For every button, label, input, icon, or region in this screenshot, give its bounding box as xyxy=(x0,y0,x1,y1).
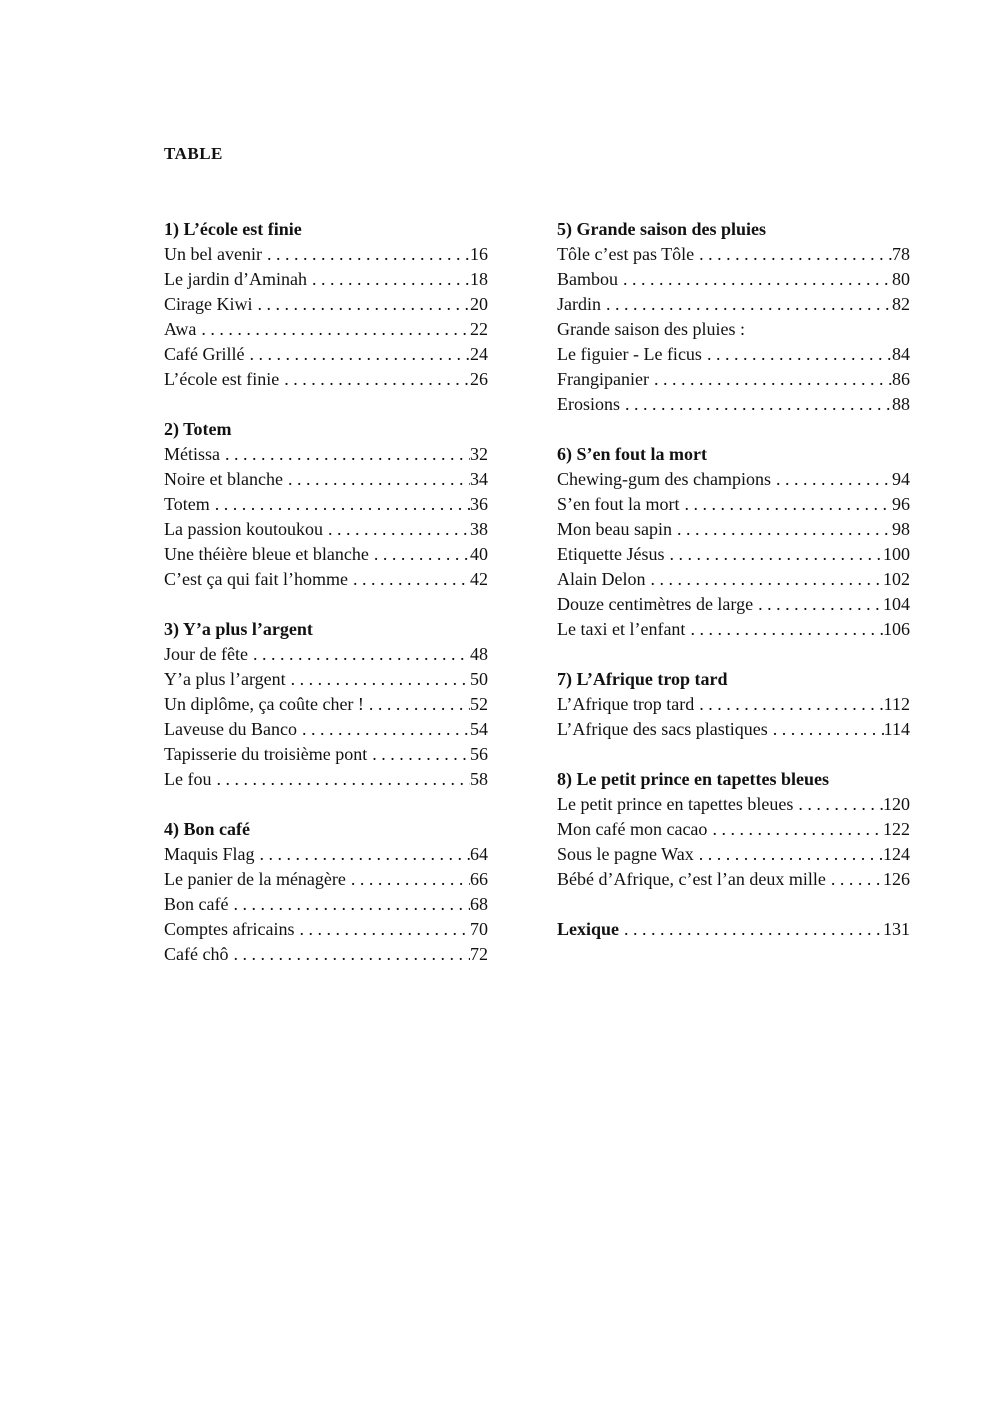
toc-entry[interactable] xyxy=(557,292,910,317)
toc-entry[interactable] xyxy=(557,842,910,867)
toc-entry[interactable] xyxy=(164,467,488,492)
toc-section xyxy=(164,617,488,792)
page-number: 88 xyxy=(892,394,910,414)
toc-entry[interactable] xyxy=(164,292,488,317)
page-number: 58 xyxy=(470,769,488,789)
entry-title: Bébé d’Afrique, c’est l’an deux mille xyxy=(557,869,826,889)
page-number: 54 xyxy=(470,719,488,739)
toc-entry[interactable] xyxy=(164,842,488,867)
toc-entry[interactable] xyxy=(164,567,488,592)
dot-leader xyxy=(367,742,470,767)
toc-entry[interactable] xyxy=(164,667,488,692)
dot-leader xyxy=(771,467,892,492)
toc-section xyxy=(557,217,910,417)
toc-section xyxy=(557,667,910,742)
entry-title: Awa xyxy=(164,319,197,339)
dot-leader xyxy=(244,342,470,367)
page-number: 112 xyxy=(883,694,910,714)
toc-entry[interactable] xyxy=(164,717,488,742)
page-number: 106 xyxy=(883,619,910,639)
dot-leader xyxy=(707,817,883,842)
toc-entry[interactable] xyxy=(557,692,910,717)
toc-entry[interactable] xyxy=(164,767,488,792)
page-number: 36 xyxy=(470,494,488,514)
dot-leader xyxy=(694,842,883,867)
entry-title: La passion koutoukou xyxy=(164,519,323,539)
dot-leader xyxy=(694,242,892,267)
entry-title: Chewing-gum des champions xyxy=(557,469,771,489)
entry-title: Y’a plus l’argent xyxy=(164,669,286,689)
toc-section xyxy=(557,767,910,892)
toc-entry[interactable] xyxy=(164,517,488,542)
entry-title: S’en fout la mort xyxy=(557,494,680,514)
section-title: 7) L’Afrique trop tard xyxy=(557,669,728,689)
toc-entry[interactable] xyxy=(557,392,910,417)
page-number: 72 xyxy=(470,944,488,964)
toc-entry[interactable] xyxy=(557,367,910,392)
dot-leader xyxy=(262,242,470,267)
toc-column-left xyxy=(164,217,488,992)
toc-section xyxy=(164,817,488,967)
entry-title: Lexique xyxy=(557,919,620,939)
dot-leader xyxy=(649,367,892,392)
entry-title: Une théière bleue et blanche xyxy=(164,544,369,564)
toc-entry[interactable] xyxy=(164,892,488,917)
dot-leader xyxy=(228,892,470,917)
page-number: 102 xyxy=(883,569,910,589)
dot-leader xyxy=(211,767,470,792)
dot-leader xyxy=(768,717,884,742)
dot-leader xyxy=(279,367,470,392)
entry-title: Le fou xyxy=(164,769,212,789)
page-number: 131 xyxy=(883,919,910,939)
page-number: 100 xyxy=(883,544,910,564)
toc-entry[interactable] xyxy=(164,442,488,467)
dot-leader xyxy=(601,292,892,317)
dot-leader xyxy=(196,317,470,342)
dot-leader xyxy=(664,542,883,567)
toc-entry[interactable] xyxy=(164,867,488,892)
dot-leader xyxy=(294,917,470,942)
page-number: 24 xyxy=(470,344,488,364)
entry-title: Douze centimètres de large xyxy=(557,594,754,614)
page-number: 38 xyxy=(470,519,488,539)
entry-title: Alain Delon xyxy=(557,569,646,589)
dot-leader xyxy=(255,842,470,867)
page-number: 42 xyxy=(470,569,488,589)
dot-leader xyxy=(619,917,883,942)
entry-title: Le taxi et l’enfant xyxy=(557,619,686,639)
dot-leader xyxy=(364,692,470,717)
page-number: 94 xyxy=(892,469,910,489)
entry-title: Grande saison des pluies : xyxy=(557,319,745,339)
entry-title: Etiquette Jésus xyxy=(557,544,665,564)
page-number: 120 xyxy=(883,794,910,814)
entry-title: Le petit prince en tapettes bleues xyxy=(557,794,794,814)
entry-title: Tôle c’est pas Tôle xyxy=(557,244,695,264)
toc-entry[interactable] xyxy=(557,317,910,342)
dot-leader xyxy=(286,667,470,692)
entry-title: Café Grillé xyxy=(164,344,245,364)
toc-entry[interactable] xyxy=(557,517,910,542)
entry-title: Le panier de la ménagère xyxy=(164,869,346,889)
toc-section xyxy=(164,417,488,592)
page-number: 122 xyxy=(883,819,910,839)
page-number: 50 xyxy=(470,669,488,689)
section-title: 8) Le petit prince en tapettes bleues xyxy=(557,769,829,789)
dot-leader xyxy=(620,392,892,417)
dot-leader xyxy=(702,342,892,367)
toc-entry[interactable] xyxy=(164,367,488,392)
page-number: 32 xyxy=(470,444,488,464)
toc-column-right xyxy=(557,217,910,967)
section-title: 3) Y’a plus l’argent xyxy=(164,619,313,639)
dot-leader xyxy=(283,467,470,492)
page-number: 70 xyxy=(470,919,488,939)
toc-entry[interactable] xyxy=(164,942,488,967)
entry-title: Bon café xyxy=(164,894,229,914)
dot-leader xyxy=(793,792,883,817)
page-number: 84 xyxy=(892,344,910,364)
entry-title: Un diplôme, ça coûte cher ! xyxy=(164,694,364,714)
entry-title: Maquis Flag xyxy=(164,844,255,864)
toc-entry[interactable] xyxy=(164,742,488,767)
dot-leader xyxy=(672,517,892,542)
section-title: 6) S’en fout la mort xyxy=(557,444,707,464)
entry-title: Jardin xyxy=(557,294,601,314)
entry-title: Jour de fête xyxy=(164,644,248,664)
toc-entry[interactable] xyxy=(557,792,910,817)
dot-leader xyxy=(348,567,470,592)
page-number: 124 xyxy=(883,844,910,864)
toc-entry[interactable] xyxy=(557,867,910,892)
dot-leader xyxy=(369,542,470,567)
entry-title: Métissa xyxy=(164,444,220,464)
dot-leader xyxy=(252,292,470,317)
page-number: 18 xyxy=(470,269,488,289)
toc-entry[interactable] xyxy=(557,467,910,492)
entry-title: Erosions xyxy=(557,394,620,414)
entry-title: Bambou xyxy=(557,269,618,289)
page-number: 114 xyxy=(883,719,910,739)
dot-leader xyxy=(618,267,892,292)
entry-title: Mon beau sapin xyxy=(557,519,672,539)
dot-leader xyxy=(346,867,470,892)
entry-title: Le figuier - Le ficus xyxy=(557,344,702,364)
toc-entry[interactable] xyxy=(164,542,488,567)
entry-title: Un bel avenir xyxy=(164,244,262,264)
toc-section xyxy=(557,442,910,642)
dot-leader xyxy=(645,567,883,592)
dot-leader xyxy=(307,267,470,292)
toc-entry[interactable] xyxy=(557,267,910,292)
page-number: 104 xyxy=(883,594,910,614)
toc-entry[interactable] xyxy=(164,917,488,942)
dot-leader xyxy=(826,867,883,892)
toc-entry[interactable] xyxy=(557,492,910,517)
dot-leader xyxy=(685,617,883,642)
toc-entry[interactable] xyxy=(557,592,910,617)
toc-entry[interactable] xyxy=(557,817,910,842)
page-number: 56 xyxy=(470,744,488,764)
toc-entry[interactable] xyxy=(557,617,910,642)
page-number: 126 xyxy=(883,869,910,889)
entry-title: Le jardin d’Aminah xyxy=(164,269,307,289)
dot-leader xyxy=(753,592,883,617)
toc-entry[interactable] xyxy=(164,242,488,267)
toc-section xyxy=(557,917,910,942)
page-number: 98 xyxy=(892,519,910,539)
page-number: 82 xyxy=(892,294,910,314)
toc-section xyxy=(164,217,488,392)
dot-leader xyxy=(248,642,470,667)
entry-title: L’Afrique trop tard xyxy=(557,694,695,714)
page-number: 96 xyxy=(892,494,910,514)
toc-entry[interactable] xyxy=(164,692,488,717)
dot-leader xyxy=(679,492,892,517)
section-title: 4) Bon café xyxy=(164,819,250,839)
page-number: 78 xyxy=(892,244,910,264)
dot-leader xyxy=(220,442,470,467)
entry-title: Cirage Kiwi xyxy=(164,294,253,314)
toc-entry[interactable] xyxy=(164,492,488,517)
entry-title: Totem xyxy=(164,494,210,514)
toc-entry[interactable] xyxy=(557,542,910,567)
page-number: 64 xyxy=(470,844,488,864)
dot-leader xyxy=(694,692,883,717)
toc-entry[interactable] xyxy=(164,267,488,292)
page-number: 16 xyxy=(470,244,488,264)
toc-entry[interactable] xyxy=(164,317,488,342)
toc-entry[interactable] xyxy=(557,917,910,942)
dot-leader xyxy=(323,517,470,542)
page-number: 34 xyxy=(470,469,488,489)
page-number: 66 xyxy=(470,869,488,889)
page-number: 52 xyxy=(470,694,488,714)
entry-title: Tapisserie du troisième pont xyxy=(164,744,368,764)
page-number: 80 xyxy=(892,269,910,289)
page-number: 40 xyxy=(470,544,488,564)
page-number: 68 xyxy=(470,894,488,914)
toc-entry[interactable] xyxy=(164,342,488,367)
toc-entry[interactable] xyxy=(557,242,910,267)
page-number: 48 xyxy=(470,644,488,664)
entry-title: Café chô xyxy=(164,944,229,964)
entry-title: Noire et blanche xyxy=(164,469,283,489)
section-title: 1) L’école est finie xyxy=(164,219,302,239)
section-title: 5) Grande saison des pluies xyxy=(557,219,767,239)
entry-title: Frangipanier xyxy=(557,369,649,389)
toc-entry[interactable] xyxy=(557,717,910,742)
entry-title: Mon café mon cacao xyxy=(557,819,708,839)
entry-title: C’est ça qui fait l’homme xyxy=(164,569,348,589)
entry-title: Sous le pagne Wax xyxy=(557,844,694,864)
toc-entry[interactable] xyxy=(164,642,488,667)
page-number: 86 xyxy=(892,369,910,389)
page-number: 22 xyxy=(470,319,488,339)
toc-entry[interactable] xyxy=(557,567,910,592)
dot-leader xyxy=(228,942,470,967)
dot-leader xyxy=(210,492,470,517)
entry-title: Comptes africains xyxy=(164,919,295,939)
page-number: 26 xyxy=(470,369,488,389)
dot-leader xyxy=(297,717,470,742)
section-title: 2) Totem xyxy=(164,419,232,439)
page-title: TABLE xyxy=(164,144,223,163)
entry-title: L’école est finie xyxy=(164,369,280,389)
entry-title: Laveuse du Banco xyxy=(164,719,297,739)
entry-title: L’Afrique des sacs plastiques xyxy=(557,719,768,739)
page-number: 20 xyxy=(470,294,488,314)
toc-entry[interactable] xyxy=(557,342,910,367)
